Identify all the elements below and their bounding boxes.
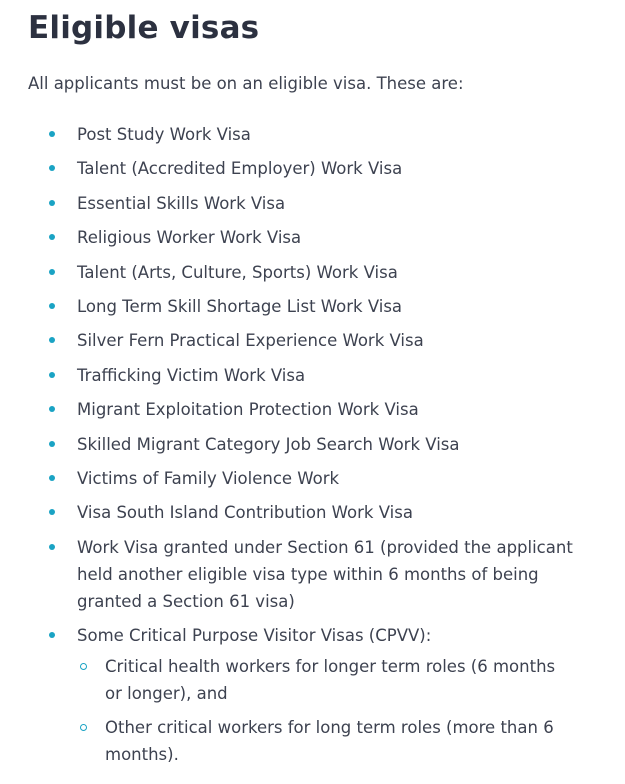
- list-item: [28, 259, 608, 286]
- bullet-icon: [49, 131, 55, 137]
- bullet-icon: [49, 372, 55, 378]
- list-item-text: Religious Worker Work Visa: [77, 228, 302, 248]
- bullet-icon: [49, 200, 55, 206]
- list-item: [28, 121, 608, 148]
- sub-list-item: [77, 714, 567, 768]
- hollow-bullet-icon: [80, 724, 87, 731]
- list-item-text: Work Visa granted under Section 61 (provided the applicant held another eligible visa type within 6 months of being granted a Section 61 visa): [77, 537, 573, 611]
- list-item: [28, 431, 608, 458]
- bullet-icon: [49, 632, 55, 638]
- list-item: [28, 499, 608, 526]
- bullet-icon: [49, 165, 55, 171]
- list-item-text: Talent (Accredited Employer) Work Visa: [77, 159, 403, 179]
- list-item: [28, 534, 608, 615]
- list-item-text: Visa South Island Contribution Work Visa: [77, 503, 413, 523]
- bullet-icon: [49, 406, 55, 412]
- sub-list-item-text: Other critical workers for long term roles (more than 6 months).: [105, 718, 554, 765]
- bullet-icon: [49, 475, 55, 481]
- list-item-text: Long Term Skill Shortage List Work Visa: [77, 296, 403, 316]
- list-item-text: Silver Fern Practical Experience Work Visa: [77, 331, 424, 351]
- list-item-text: Post Study Work Visa: [77, 125, 251, 144]
- sub-list-item: [77, 653, 567, 707]
- list-item: [28, 396, 608, 423]
- list-item-text: Trafficking Victim Work Visa: [77, 365, 306, 385]
- sub-list-item-text: Critical health workers for longer term roles (6 months or longer), and: [105, 657, 556, 704]
- list-item-cpvv: [28, 622, 608, 768]
- list-item-text: Skilled Migrant Category Job Search Work Visa: [77, 434, 460, 454]
- bullet-icon: [49, 269, 55, 275]
- hollow-bullet-icon: [80, 663, 87, 670]
- cpvv-sublist: [77, 653, 608, 768]
- list-item-text: Migrant Exploitation Protection Work Visa: [77, 400, 419, 420]
- intro-text: All applicants must be on an eligible visa. These are:: [28, 74, 464, 93]
- list-item: [28, 224, 608, 251]
- list-item-text: Talent (Arts, Culture, Sports) Work Visa: [77, 262, 398, 282]
- page-title: Eligible visas: [28, 10, 260, 46]
- bullet-icon: [49, 509, 55, 515]
- list-item: [28, 327, 608, 354]
- list-item: [28, 190, 608, 217]
- bullet-icon: [49, 441, 55, 447]
- list-item-text: Victims of Family Violence Work: [77, 468, 340, 488]
- list-item-text: Some Critical Purpose Visitor Visas (CPVV):: [77, 626, 432, 646]
- bullet-icon: [49, 544, 55, 550]
- list-item: [28, 362, 608, 389]
- bullet-icon: [49, 303, 55, 309]
- list-item-text: Essential Skills Work Visa: [77, 193, 286, 213]
- list-item: [28, 293, 608, 320]
- list-item: [28, 155, 608, 182]
- list-item: [28, 465, 608, 492]
- visa-list: [28, 121, 608, 775]
- bullet-icon: [49, 234, 55, 240]
- bullet-icon: [49, 337, 55, 343]
